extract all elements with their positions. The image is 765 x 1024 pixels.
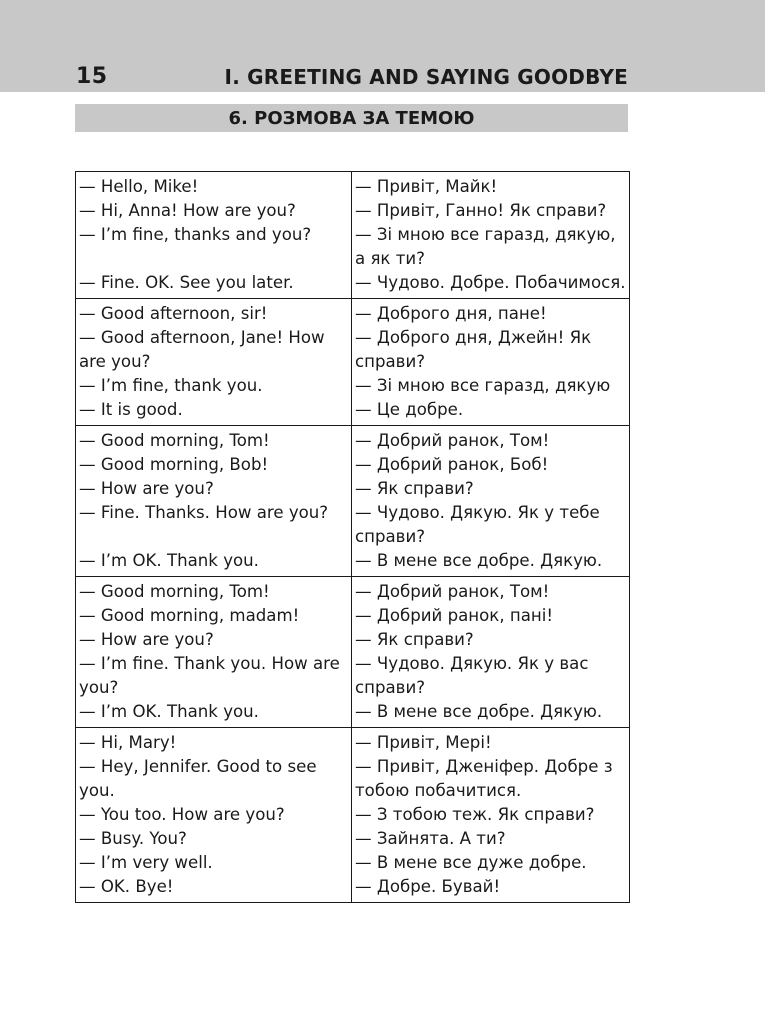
dialogue-line: — How are you? [79,630,214,649]
dialogue-row [76,426,630,577]
dialogue-line: — Hi, Mary! [79,733,177,752]
english-cell [76,172,352,299]
dialogue-line: — Добрий ранок, Том! [355,582,550,601]
dialogue-line: — Hey, Jennifer. Good to see you. [79,757,317,800]
dialogue-line: — OK. Bye! [79,877,174,896]
dialogue-line: — Чудово. Дякую. Як у вас справи? [355,654,589,697]
dialogue-line: — Hello, Mike! [79,177,199,196]
dialogue-line: — Fine. OK. See you later. [79,273,294,292]
dialogue-line: — Чудово. Добре. Побачимося. [355,273,626,292]
dialogue-line: — How are you? [79,479,214,498]
ukrainian-cell [352,172,630,299]
dialogue-line: — Привіт, Майк! [355,177,498,196]
dialogue-line: — Привіт, Дженіфер. Добре з тобою побачитися. [355,757,613,800]
dialogue-line: — Зайнята. А ти? [355,829,506,848]
english-cell [76,299,352,426]
dialogue-line: — Busy. You? [79,829,187,848]
dialogue-line: — Good morning, Tom! [79,431,270,450]
dialogue-line: — Hi, Anna! How are you? [79,201,296,220]
dialogue-table [75,171,630,903]
ukrainian-cell [352,577,630,728]
dialogue-line: — Good afternoon, sir! [79,304,268,323]
dialogue-line: — You too. How are you? [79,805,285,824]
dialogue-line: — Good morning, Tom! [79,582,270,601]
subheader-title: 6. РОЗМОВА ЗА ТЕМОЮ [228,108,475,129]
dialogue-line: — Good afternoon, Jane! How are you? [79,328,325,371]
dialogue-line: — Good morning, Bob! [79,455,269,474]
dialogue-line: — I’m fine. Thank you. How are you? [79,654,340,697]
subheader-bar [75,104,628,132]
dialogue-line: — Добрий ранок, Боб! [355,455,549,474]
dialogue-line: — I’m OK. Thank you. [79,551,259,570]
dialogue-line: — В мене все добре. Дякую. [355,551,603,570]
dialogue-line: — З тобою теж. Як справи? [355,805,595,824]
dialogue-line: — Це добре. [355,400,464,419]
dialogue-line: — It is good. [79,400,183,419]
dialogue-row [76,728,630,903]
ukrainian-cell [352,728,630,903]
dialogue-line: — Як справи? [355,630,474,649]
dialogue-row [76,299,630,426]
dialogue-line: — В мене все добре. Дякую. [355,702,603,721]
dialogue-line: — Good morning, madam! [79,606,300,625]
dialogue-line: — Добрий ранок, пані! [355,606,553,625]
dialogue-line: — Fine. Thanks. How are you? [79,503,329,522]
dialogue-line: — Зі мною все гаразд, дякую, а як ти? [355,225,616,268]
dialogue-line: — Добре. Бувай! [355,877,501,896]
page-number: 15 [76,64,108,89]
dialogue-line: — Доброго дня, Джейн! Як справи? [355,328,592,371]
dialogue-line: — В мене все дуже добре. [355,853,587,872]
dialogue-line: — I’m fine, thank you. [79,376,263,395]
english-cell [76,426,352,577]
dialogue-line: — Привіт, Мері! [355,733,492,752]
dialogue-line: — Добрий ранок, Том! [355,431,550,450]
dialogue-line: — Привіт, Ганно! Як справи? [355,201,607,220]
dialogue-line: — I’m OK. Thank you. [79,702,259,721]
dialogue-line: — I’m fine, thanks and you? [79,225,312,244]
dialogue-line: — Зі мною все гаразд, дякую [355,376,611,395]
dialogue-row [76,172,630,299]
dialogue-line: — Чудово. Дякую. Як у тебе справи? [355,503,600,546]
spacer [79,247,348,271]
dialogue-line: — Як справи? [355,479,474,498]
dialogue-line: — Доброго дня, пане! [355,304,547,323]
english-cell [76,728,352,903]
english-cell [76,577,352,728]
spacer [79,525,348,549]
dialogue-line: — I’m very well. [79,853,213,872]
ukrainian-cell [352,299,630,426]
dialogue-row [76,577,630,728]
ukrainian-cell [352,426,630,577]
section-title: I. GREETING AND SAYING GOODBYE [224,65,628,89]
